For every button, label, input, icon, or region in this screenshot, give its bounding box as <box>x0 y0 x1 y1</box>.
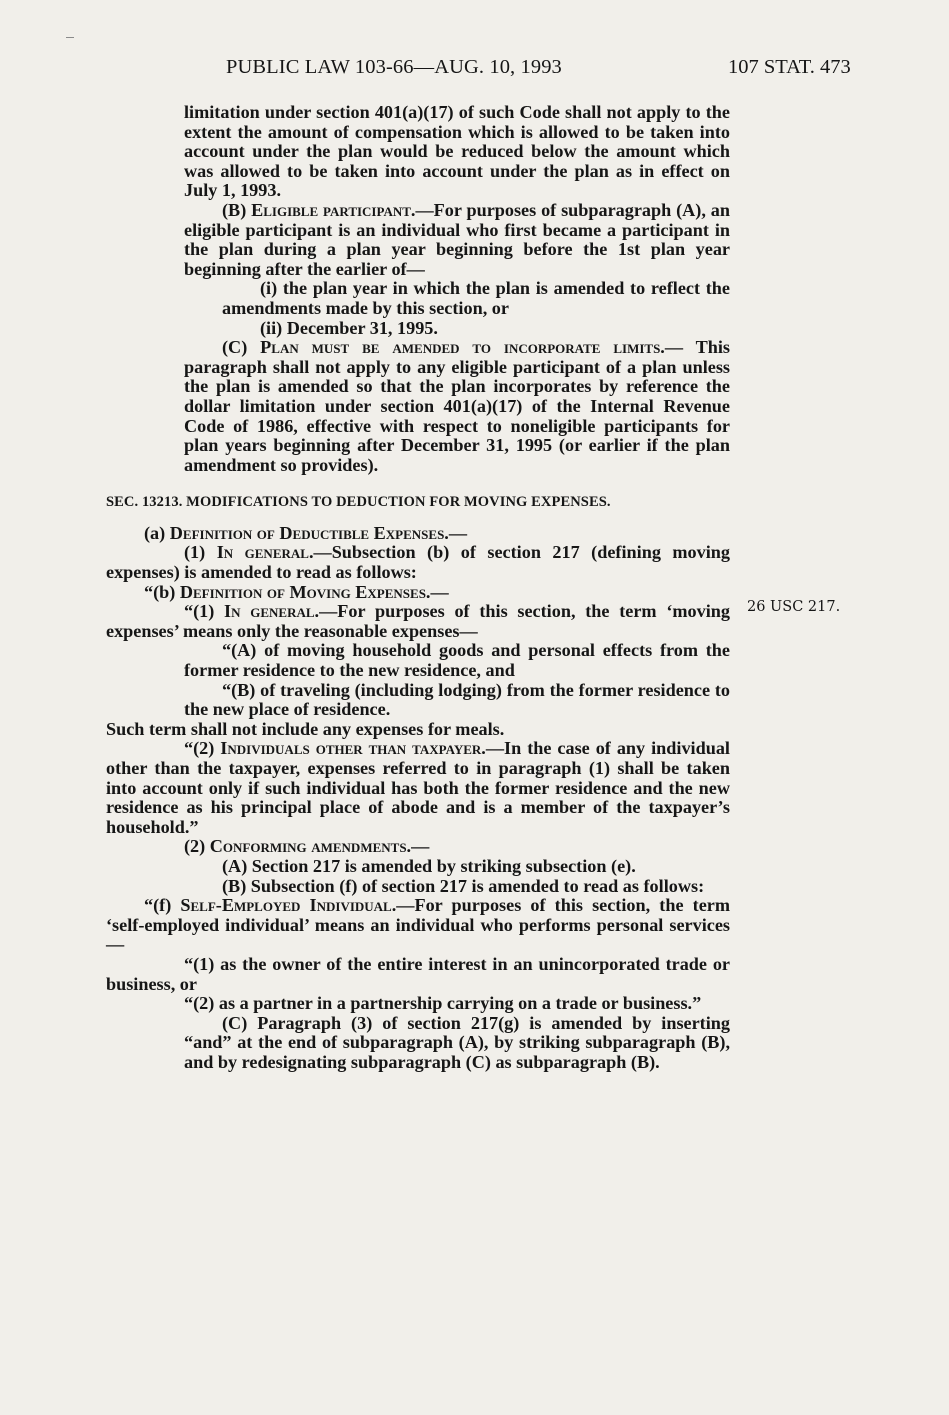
amendment-b: (B) Subsection (f) of section 217 is amended to read as follows: <box>222 875 705 896</box>
paragraph-in-general <box>106 543 730 582</box>
subsection-f-self-employed <box>106 896 730 955</box>
clause-label: (B) <box>222 199 252 220</box>
meals-exclusion: Such term shall not include any expenses for meals. <box>106 718 505 739</box>
clause-heading: Plan must be amended to incorporate limits. <box>260 337 665 358</box>
clause-text: — <box>430 581 449 602</box>
clause-text: — This paragraph shall not apply to any eligible participant of a plan unless the plan is amended so that the plan incorporates by reference the dollar limitation under section 401(a)(17) of the Internal Revenue Code of 1986, effective with respect to noneligible participants for plan years beginning after December 31, 1995 (or earlier if the plan amendment so provides). <box>184 337 731 475</box>
scan-mark <box>66 37 74 38</box>
subsection-a <box>106 524 730 544</box>
clause-text: —For purposes of subparagraph (A), an eligible participant is an individual who first became a participant in the plan during a plan year beginning before the 1st plan year beginning after the earlier of— <box>184 199 730 279</box>
subsection-b-heading <box>106 583 730 603</box>
clause-text: —For purposes of this section, the term ‘moving expenses’ means only the reasonable expenses— <box>106 601 730 641</box>
clause-heading: Definition of Moving Expenses. <box>179 581 431 602</box>
clause-heading: Definition of Deductible Expenses. <box>169 522 449 543</box>
clause-label: “(1) <box>184 601 225 622</box>
clause-label: “(2) <box>184 738 221 759</box>
clause-heading: Individuals other than taxpayer. <box>220 738 486 759</box>
clause-label: “(b) <box>144 581 180 602</box>
item-i: (i) the plan year in which the plan is amended to reflect the amendments made by this section, or <box>222 278 730 318</box>
paragraph-conforming-amendments <box>106 837 730 857</box>
paragraph-limitation: limitation under section 401(a)(17) of such Code shall not apply to the extent the amount of compensation which is allowed to be taken into account under the plan would be reduced below the amount which was allowed to be taken into account under the plan as in effect on July 1, 1993. <box>184 102 730 201</box>
amendment-c: (C) Paragraph (3) of section 217(g) is amended by inserting “and” at the end of subparagraph (A), by striking subparagraph (B), and by redesignating subparagraph (C) as subparagraph (B). <box>184 1012 730 1072</box>
clause-heading: Eligible participant. <box>251 199 416 220</box>
subparagraph-a: “(A) of moving household goods and personal effects from the former residence to the new residence, and <box>184 640 730 681</box>
body-text <box>106 103 730 1073</box>
clause-label: (2) <box>184 836 210 857</box>
clause-heading: In general. <box>216 542 314 563</box>
subparagraph-b: “(B) of traveling (including lodging) from the former residence to the new place of residence. <box>184 679 730 720</box>
paragraph-plan-must-be-amended <box>184 338 730 475</box>
clause-label: (C) <box>222 337 261 358</box>
running-header-title: PUBLIC LAW 103-66—AUG. 10, 1993 <box>226 56 562 78</box>
clause-text: — <box>448 522 468 543</box>
clause-heading: Self-Employed Individual. <box>180 895 397 916</box>
clause-heading: In general. <box>224 601 320 622</box>
margin-note: 26 USC 217. <box>747 599 841 615</box>
paragraph-moving-expenses-definition <box>106 602 730 641</box>
section-heading: SEC. 13213. MODIFICATIONS TO DEDUCTION FOR MOVING EXPENSES. <box>106 494 611 511</box>
statute-page-number: 107 STAT. 473 <box>728 56 851 78</box>
paragraph-eligible-participant <box>184 201 730 279</box>
paragraph-individuals-other-than-taxpayer <box>106 739 730 837</box>
clause-text: —In the case of any individual other than the taxpayer, expenses referred to in paragraph (1) shall be taken into account only if such individual has both the former residence and the new residence as his principal place of abode and is a member of the taxpayer’s household.” <box>106 738 730 837</box>
clause-heading: Conforming amendments. <box>209 836 412 857</box>
clause-label: (a) <box>144 522 170 543</box>
amendment-a: (A) Section 217 is amended by striking subsection (e). <box>222 855 636 876</box>
self-employed-item-1: “(1) as the owner of the entire interest in an unincorporated trade or business, or <box>106 953 730 994</box>
clause-label: (1) <box>184 542 217 563</box>
clause-text: — <box>411 836 430 857</box>
item-ii: (ii) December 31, 1995. <box>260 317 438 338</box>
clause-text: —Subsection (b) of section 217 (defining moving expenses) is amended to read as follows: <box>106 542 730 583</box>
clause-label: “(f) <box>144 895 181 916</box>
self-employed-item-2: “(2) as a partner in a partnership carrying on a trade or business.” <box>184 993 702 1014</box>
clause-text: —For purposes of this section, the term ‘self-employed individual’ means an individual who performs personal services— <box>106 895 730 955</box>
